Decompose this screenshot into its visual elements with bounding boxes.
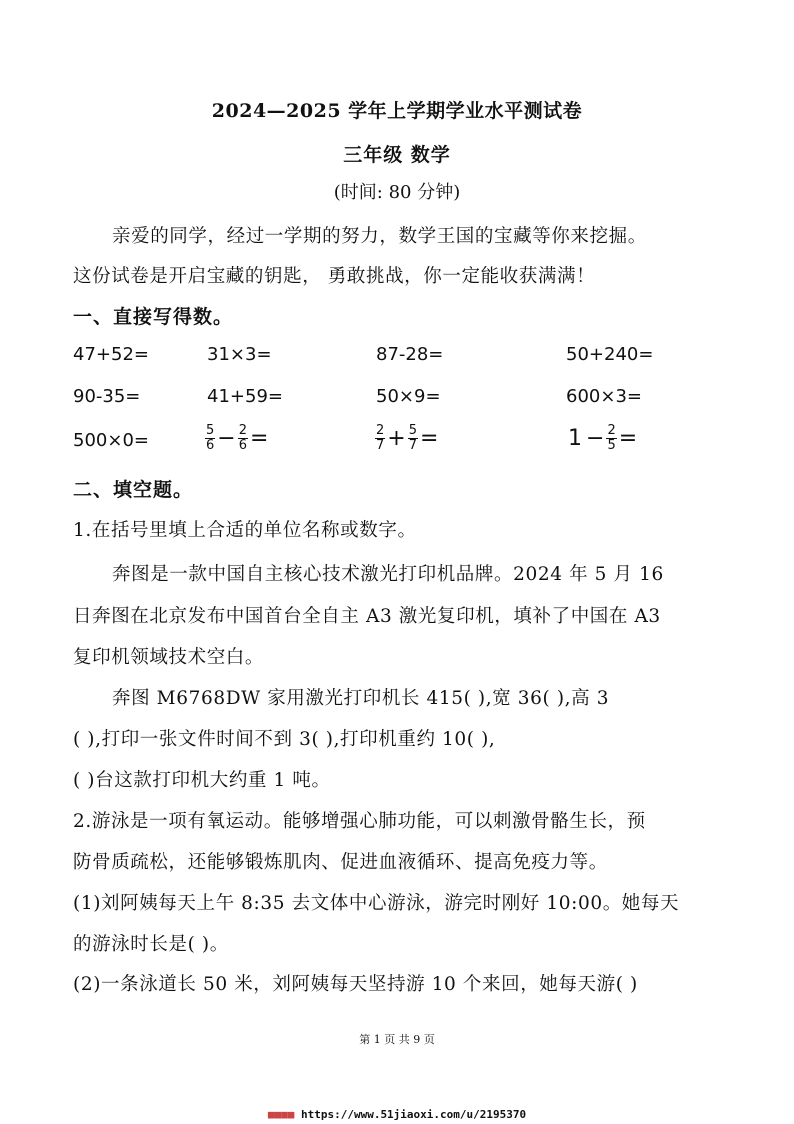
url-text: https://www.51jiaoxi.com/u/2195370 — [300, 1108, 527, 1121]
exam-time: (时间: 80 分钟) — [333, 182, 461, 203]
intro-line-2: 这份试卷是开启宝藏的钥匙， 勇敢挑战，你一定能收获满满！ — [73, 266, 596, 287]
fraction: $\frac{5}{7}$ — [408, 423, 417, 453]
fraction-expression-3: 1 − $\frac{2}{5}$ = — [568, 423, 638, 453]
q1-fill-line: ( )台这款打印机大约重 1 吨。 — [73, 770, 331, 791]
calc-item: 50+240= — [566, 344, 654, 365]
calc-item: 600×3= — [566, 386, 642, 407]
calc-item: 41+59= — [207, 386, 283, 407]
watermark-mark: ■■■■ — [267, 1108, 295, 1121]
fraction: $\frac{2}{5}$ — [607, 423, 616, 453]
q2-sub2-line: (2)一条泳道长 50 米，刘阿姨每天坚持游 10 个来回，她每天游( ) — [73, 974, 638, 995]
q1-paragraph-line: 日奔图在北京发布中国首台全自主 A3 激光复印机，填补了中国在 A3 — [73, 606, 661, 627]
intro-line-1: 亲爱的同学，经过一学期的努力，数学王国的宝藏等你来挖掘。 — [112, 226, 647, 247]
fraction: $\frac{2}{7}$ — [376, 423, 385, 453]
calc-item: 47+52= — [73, 344, 149, 365]
q2-line: 防骨质疏松，还能够锻炼肌肉、促进血液循环、提高免疫力等。 — [73, 852, 608, 873]
calc-item: 87-28= — [376, 344, 444, 365]
exam-subtitle: 三年级 数学 — [343, 144, 451, 166]
fraction: $\frac{5}{6}$ — [206, 423, 215, 453]
calc-item: 50×9= — [376, 386, 441, 407]
section1-heading: 一、直接写得数。 — [73, 306, 234, 328]
q1-paragraph-line: 奔图是一款中国自主核心技术激光打印机品牌。2024 年 5 月 16 — [112, 564, 664, 585]
q1-paragraph-line: 复印机领域技术空白。 — [73, 647, 265, 668]
q1-fill-line: 奔图 M6768DW 家用激光打印机长 415( ),宽 36( ),高 3 — [112, 688, 610, 709]
fraction-expression-2: $\frac{2}{7}$ + $\frac{5}{7}$ = — [376, 423, 439, 453]
q1-title: 1.在括号里填上合适的单位名称或数字。 — [73, 520, 417, 541]
watermark-url — [0, 1108, 794, 1121]
q2-sub1-line: 的游泳时长是( )。 — [73, 934, 229, 955]
exam-title: 2024—2025 学年上学期学业水平测试卷 — [211, 100, 583, 122]
calc-item: 90-35= — [73, 386, 141, 407]
fraction-expression-1: $\frac{5}{6}$ − $\frac{2}{6}$ = — [206, 423, 269, 453]
q1-fill-line: ( ),打印一张文件时间不到 3( ),打印机重约 10( ), — [73, 729, 496, 750]
section2-heading: 二、填空题。 — [73, 479, 194, 501]
calc-item: 500×0= — [73, 430, 149, 451]
q2-line: 2.游泳是一项有氧运动。能够增强心肺功能，可以刺激骨骼生长，预 — [73, 811, 646, 832]
q2-sub1-line: (1)刘阿姨每天上午 8:35 去文体中心游泳，游完时刚好 10:00。她每天 — [73, 893, 680, 914]
page-number: 第 1 页 共 9 页 — [359, 1033, 435, 1046]
fraction: $\frac{2}{6}$ — [238, 423, 247, 453]
calc-item: 31×3= — [207, 344, 272, 365]
